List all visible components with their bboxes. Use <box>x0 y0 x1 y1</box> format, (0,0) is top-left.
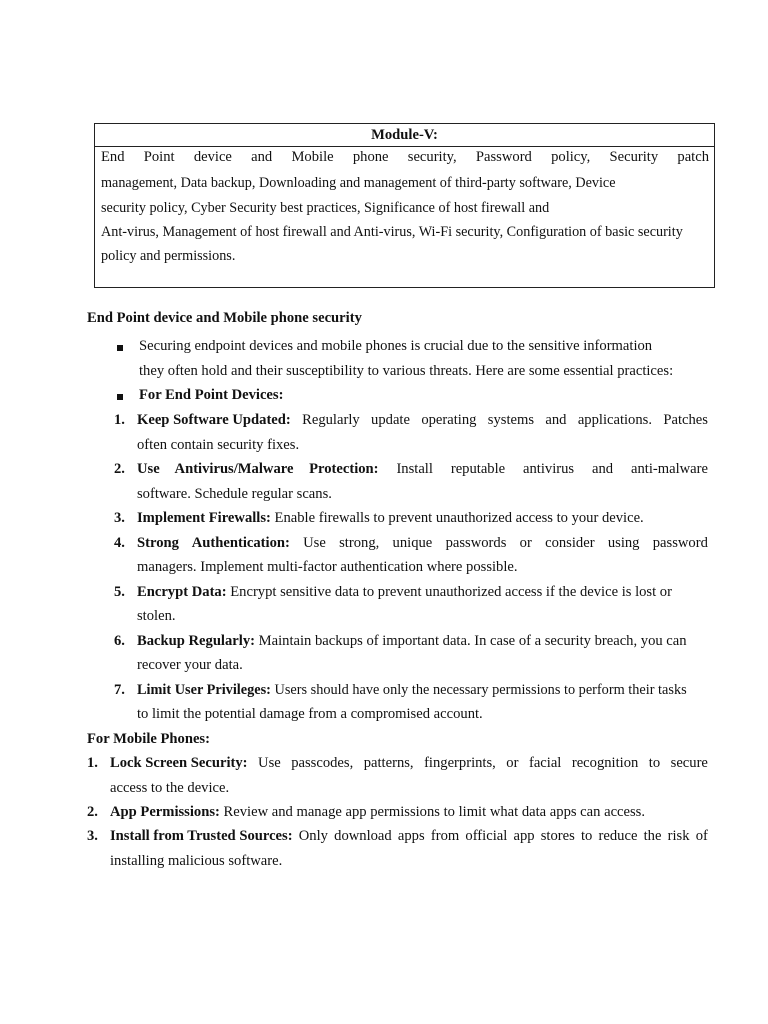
mobile-item-1-line-1: Lock Screen Security: Use passcodes, patterns, fingerprints, or facial recognition to secure <box>110 755 708 771</box>
endpoint-item-5-line-2: stolen. <box>137 608 176 624</box>
endpoint-item-1-line-1: Keep Software Updated: Regularly update operating systems and applications. Patches <box>137 412 708 428</box>
endpoint-heading: For End Point Devices: <box>139 387 284 403</box>
endpoint-item-7-line-1: Limit User Privileges: Users should have only the necessary permissions to perform their tasks <box>137 682 687 698</box>
module-box <box>94 123 715 288</box>
endpoint-item-6-line-1: Backup Regularly: Maintain backups of important data. In case of a security breach, you can <box>137 633 687 649</box>
intro-line-2: they often hold and their susceptibility to various threats. Here are some essential practices: <box>139 363 674 379</box>
endpoint-item-4-number: 4. <box>114 535 125 551</box>
endpoint-item-2-number: 2. <box>114 461 125 477</box>
endpoint-item-1-number: 1. <box>114 412 125 428</box>
bullet-square <box>117 394 123 400</box>
mobile-item-3-number: 3. <box>87 828 98 844</box>
endpoint-item-5-line-1: Encrypt Data: Encrypt sensitive data to prevent unauthorized access if the device is lost or <box>137 584 672 600</box>
mobile-item-2-number: 2. <box>87 804 98 820</box>
endpoint-item-2-line-1: Use Antivirus/Malware Protection: Install reputable antivirus and anti-malware <box>137 461 708 477</box>
mobile-item-1-number: 1. <box>87 755 98 771</box>
module-line-5: policy and permissions. <box>101 248 236 264</box>
module-line-4: Ant-virus, Management of host firewall and Anti-virus, Wi-Fi security, Configuration of basic security <box>101 224 683 240</box>
module-body <box>95 147 714 270</box>
endpoint-item-2-line-2: software. Schedule regular scans. <box>137 486 332 502</box>
endpoint-item-1-line-2: often contain security fixes. <box>137 437 300 453</box>
mobile-item-3-line-2: installing malicious software. <box>110 853 283 869</box>
endpoint-item-6-line-2: recover your data. <box>137 657 243 673</box>
module-title: Module-V: <box>95 124 714 147</box>
intro-line-1: Securing endpoint devices and mobile phones is crucial due to the sensitive information <box>139 338 653 354</box>
endpoint-item-3-number: 3. <box>114 510 125 526</box>
endpoint-item-7-number: 7. <box>114 682 125 698</box>
mobile-item-3-line-1: Install from Trusted Sources: Only download apps from official app stores to reduce the risk of <box>110 828 708 844</box>
endpoint-item-4-line-2: managers. Implement multi-factor authentication where possible. <box>137 559 518 575</box>
module-line-1: End Point device and Mobile phone security, Password policy, Security patch <box>101 149 709 165</box>
mobile-item-2-line-1: App Permissions: Review and manage app permissions to limit what data apps can access. <box>110 804 646 820</box>
endpoint-item-7-line-2: to limit the potential damage from a compromised account. <box>137 706 483 722</box>
mobile-item-1-line-2: access to the device. <box>110 780 230 796</box>
endpoint-item-4-line-1: Strong Authentication: Use strong, unique passwords or consider using password <box>137 535 708 551</box>
module-line-3: security policy, Cyber Security best practices, Significance of host firewall and <box>101 200 550 216</box>
endpoint-item-5-number: 5. <box>114 584 125 600</box>
endpoint-item-3-line-1: Implement Firewalls: Enable firewalls to prevent unauthorized access to your device. <box>137 510 644 526</box>
mobile-heading: For Mobile Phones: <box>87 731 210 747</box>
bullet-square <box>117 345 123 351</box>
section-heading: End Point device and Mobile phone security <box>87 310 362 326</box>
module-line-2: management, Data backup, Downloading and management of third-party software, Device <box>101 175 616 191</box>
endpoint-item-6-number: 6. <box>114 633 125 649</box>
